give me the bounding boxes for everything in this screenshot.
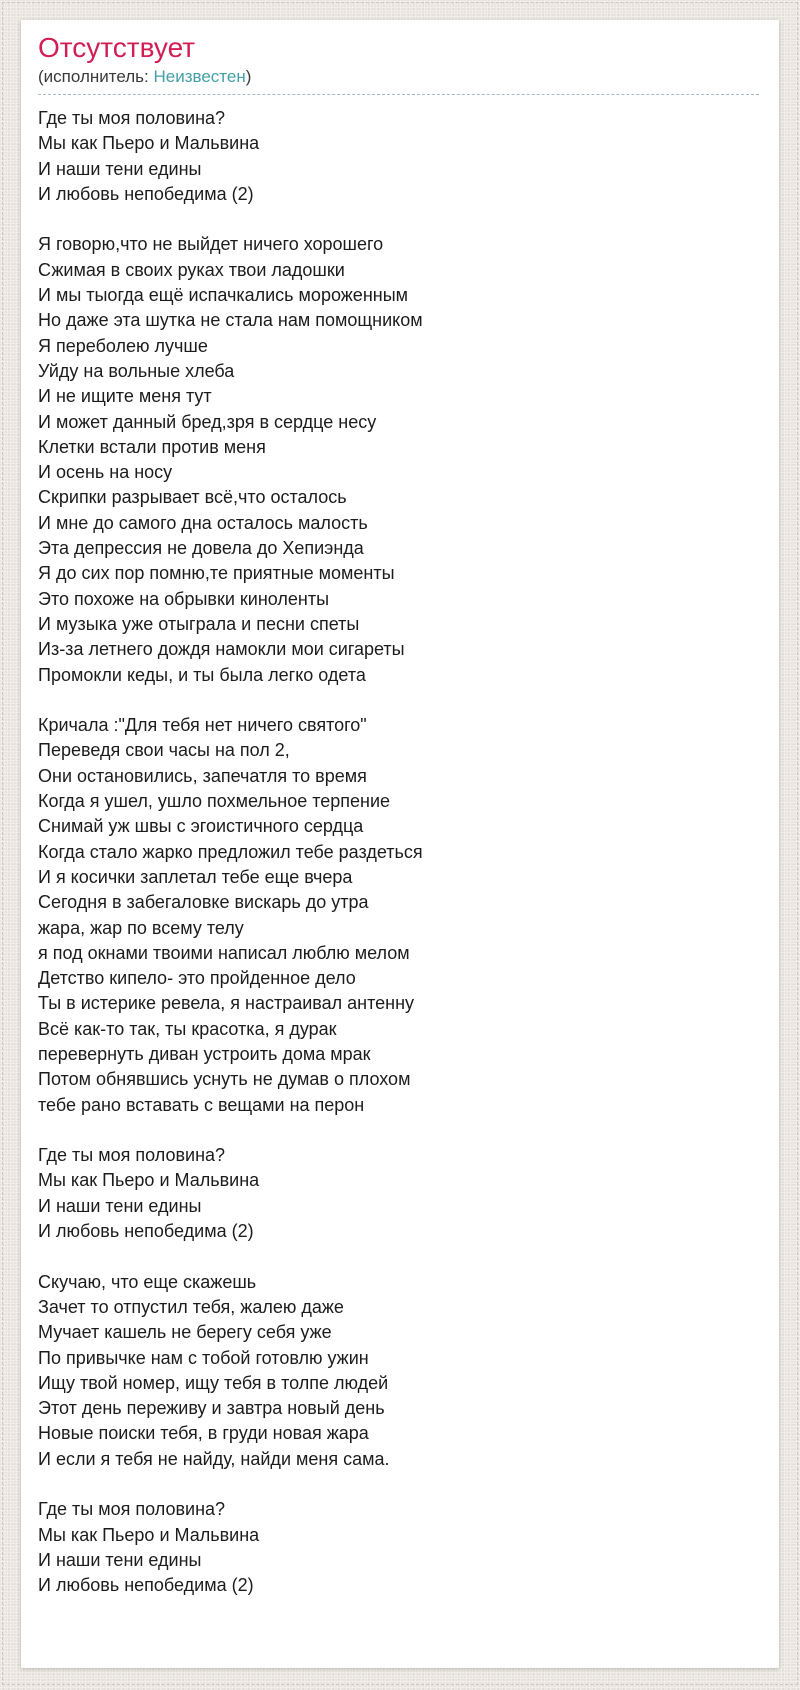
lyric-line: Мы как Пьеро и Мальвина [38, 1524, 260, 1545]
lyric-line: Скучаю, что еще скажешь [38, 1271, 257, 1292]
lyric-line: Они остановились, запечатля то время [38, 765, 367, 786]
lyric-line: И не ищите меня тут [38, 386, 212, 407]
artist-link[interactable]: Неизвестен [153, 67, 246, 86]
lyric-line: И наши тени едины [38, 1195, 202, 1216]
lyric-line: Переведя свои часы на пол 2, [38, 740, 290, 761]
lyric-line: Уйду на вольные хлеба [38, 360, 235, 381]
lyrics-text [38, 106, 759, 1599]
lyric-line: Мы как Пьеро и Мальвина [38, 1170, 260, 1191]
lyric-line: И я косички заплетал тебе еще вчера [38, 866, 353, 887]
artist-label-prefix: (исполнитель: [38, 67, 154, 86]
lyric-line: Эта депрессия не довела до Хепиэнда [38, 538, 364, 559]
lyric-line: Где ты моя половина? [38, 1499, 226, 1520]
lyric-line: Скрипки разрывает всё,что осталось [38, 487, 347, 508]
lyric-line [38, 688, 759, 713]
lyric-line [38, 207, 759, 232]
lyric-line: Снимай уж швы с эгоистичного сердца [38, 816, 364, 837]
lyric-line: И наши тени едины [38, 1549, 202, 1570]
artist-label-suffix: ) [245, 67, 252, 86]
lyric-line: Когда стало жарко предложил тебе раздеться [38, 841, 423, 862]
lyric-line: перевернуть диван устроить дома мрак [38, 1043, 371, 1064]
lyric-line: И осень на носу [38, 462, 173, 483]
lyric-line: Детство кипело- это пройденное дело [38, 968, 356, 989]
lyric-line: И может данный бред,зря в сердце несу [38, 411, 377, 432]
lyric-line: Кричала :"Для тебя нет ничего святого" [38, 715, 367, 736]
lyric-line [38, 1472, 759, 1497]
lyric-line: Этот день переживу и завтра новый день [38, 1398, 385, 1419]
lyric-line: Ищу твой номер, ищу тебя в толпе людей [38, 1372, 389, 1393]
lyric-line: И мы тыогда ещё испачкались мороженным [38, 285, 409, 306]
song-title: Отсутствует [38, 32, 196, 63]
lyric-line: Промокли кеды, и ты была легко одета [38, 664, 366, 685]
lyric-line: Это похоже на обрывки киноленты [38, 588, 330, 609]
lyric-line: По привычке нам с тобой готовлю ужин [38, 1347, 369, 1368]
lyric-line [38, 1118, 759, 1143]
lyric-line: Я переболею лучше [38, 335, 208, 356]
lyric-line: Всё как-то так, ты красотка, я дурак [38, 1018, 337, 1039]
artist-line [38, 66, 759, 87]
lyric-line: Новые поиски тебя, в груди новая жара [38, 1423, 369, 1444]
lyric-line: жара, жар по всему телу [38, 917, 244, 938]
header-dotted-separator [38, 94, 759, 95]
lyric-line: Но даже эта шутка не стала нам помощником [38, 310, 423, 331]
lyric-line: Зачет то отпустил тебя, жалею даже [38, 1296, 344, 1317]
lyric-line: Мы как Пьеро и Мальвина [38, 133, 260, 154]
lyric-line: Сжимая в своих руках твои ладошки [38, 259, 345, 280]
lyric-line: Мучает кашель не берегу себя уже [38, 1322, 332, 1343]
lyric-line: Потом обнявшись уснуть не думав о плохом [38, 1069, 411, 1090]
lyric-line: Я до сих пор помню,те приятные моменты [38, 563, 395, 584]
lyric-line: Где ты моя половина? [38, 1145, 226, 1166]
lyric-line: И любовь непобедима (2) [38, 183, 254, 204]
lyric-line: И если я тебя не найду, найди меня сама. [38, 1448, 390, 1469]
lyric-line: Сегодня в забегаловке вискарь до утра [38, 892, 369, 913]
lyric-line: Из-за летнего дождя намокли мои сигареты [38, 639, 405, 660]
lyric-line: Клетки встали против меня [38, 436, 266, 457]
lyric-line: я под окнами твоими написал люблю мелом [38, 942, 410, 963]
lyric-line: тебе рано вставать с вещами на перон [38, 1094, 365, 1115]
lyric-line: Где ты моя половина? [38, 108, 226, 128]
lyric-line: Ты в истерике ревела, я настраивал антенну [38, 993, 415, 1014]
lyric-line [38, 1244, 759, 1269]
lyric-line: И мне до самого дна осталось малость [38, 512, 368, 533]
lyric-line: Я говорю,что не выйдет ничего хорошего [38, 234, 384, 255]
lyric-line: Когда я ушел, ушло похмельное терпение [38, 791, 391, 812]
lyric-line: И музыка уже отыграла и песни спеты [38, 613, 360, 634]
lyric-line: И наши тени едины [38, 158, 202, 179]
lyrics-card [21, 20, 779, 1668]
lyric-line: И любовь непобедима (2) [38, 1575, 254, 1596]
lyric-line: И любовь непобедима (2) [38, 1221, 254, 1242]
